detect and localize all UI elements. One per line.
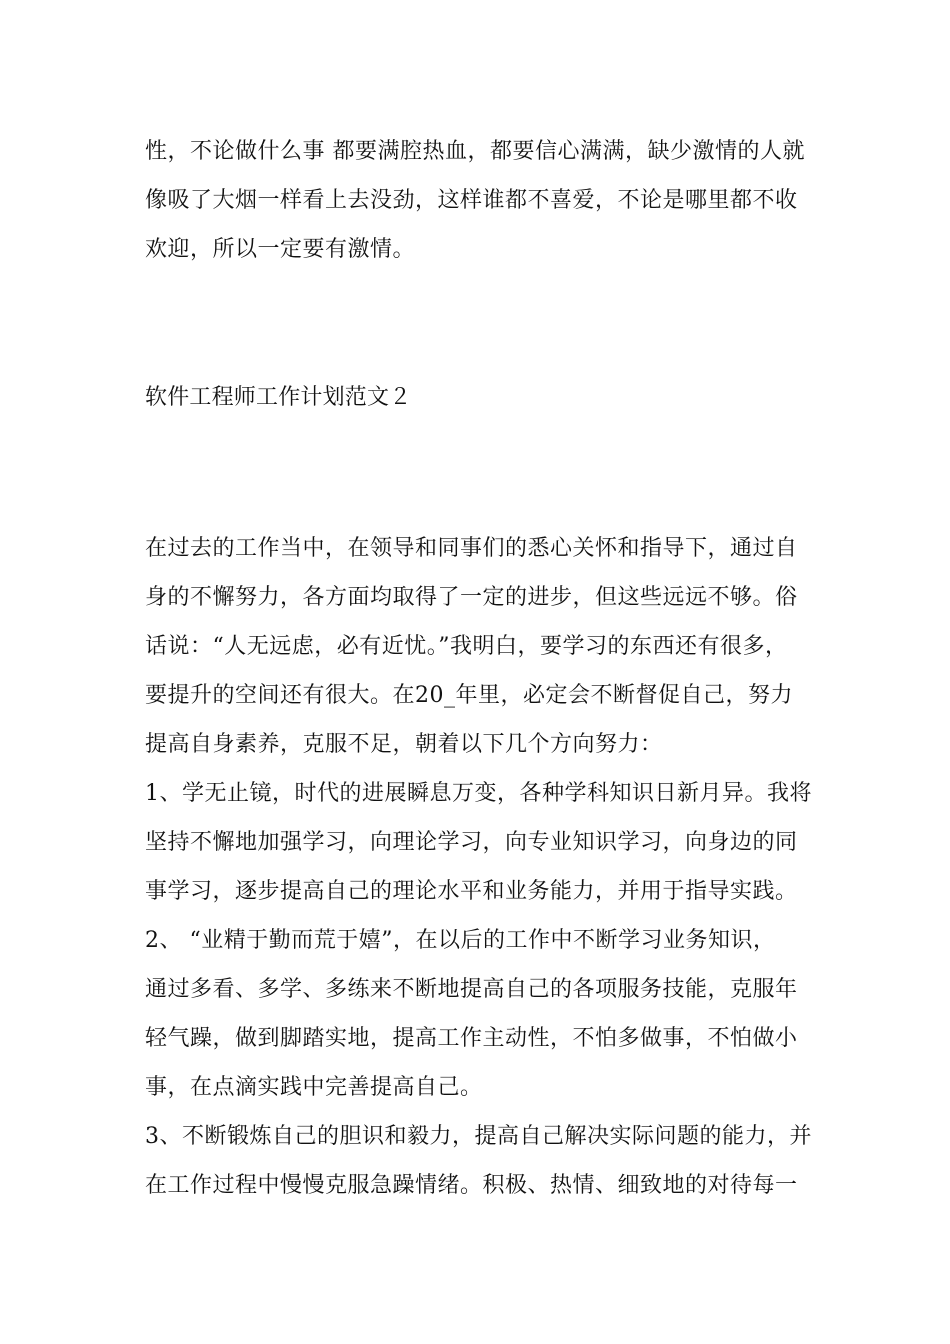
list-item-line: 3、不断锻炼自己的胆识和毅力，提高自己解决实际问题的能力，并	[145, 1124, 812, 1149]
list-item-line: 2、 “业精于勤而荒于嬉”，在以后的工作中不断学习业务知识，	[145, 928, 776, 953]
paragraph-line: 话说：“人无远虑，必有近忧。”我明白，要学习的东西还有很多，	[145, 634, 788, 659]
list-item-line: 1、学无止镜，时代的进展瞬息万变，各种学科知识日新月异。我将	[145, 781, 812, 806]
paragraph-line: 性，不论做什么事 都要满腔热血，都要信心满满，缺少激情的人就	[145, 139, 805, 164]
paragraph-line: 要提升的空间还有很大。在20_年里，必定会不断督促自己，努力	[145, 683, 793, 708]
list-item-line: 在工作过程中慢慢克服急躁情绪。积极、热情、细致地的对待每一	[145, 1173, 798, 1198]
section-title: 软件工程师工作计划范文２	[145, 385, 412, 410]
paragraph-line: 在过去的工作当中，在领导和同事们的悉心关怀和指导下，通过自	[145, 536, 798, 561]
paragraph-line: 身的不懈努力，各方面均取得了一定的进步，但这些远远不够。俗	[145, 585, 798, 610]
list-item-line: 轻气躁，做到脚踏实地，提高工作主动性，不怕多做事，不怕做小	[145, 1026, 798, 1051]
list-item-line: 坚持不懈地加强学习，向理论学习，向专业知识学习，向身边的同	[145, 830, 798, 855]
list-item-line: 事，在点滴实践中完善提高自己。	[145, 1075, 483, 1100]
list-item-line: 事学习，逐步提高自己的理论水平和业务能力，并用于指导实践。	[145, 879, 798, 904]
list-item-line: 通过多看、多学、多练来不断地提高自己的各项服务技能，克服年	[145, 977, 798, 1002]
paragraph-line: 提高自身素养，克服不足，朝着以下几个方向努力：	[145, 732, 663, 757]
paragraph-line: 像吸了大烟一样看上去没劲，这样谁都不喜爱，不论是哪里都不收	[145, 188, 798, 213]
paragraph-line: 欢迎，所以一定要有激情。	[145, 237, 416, 262]
